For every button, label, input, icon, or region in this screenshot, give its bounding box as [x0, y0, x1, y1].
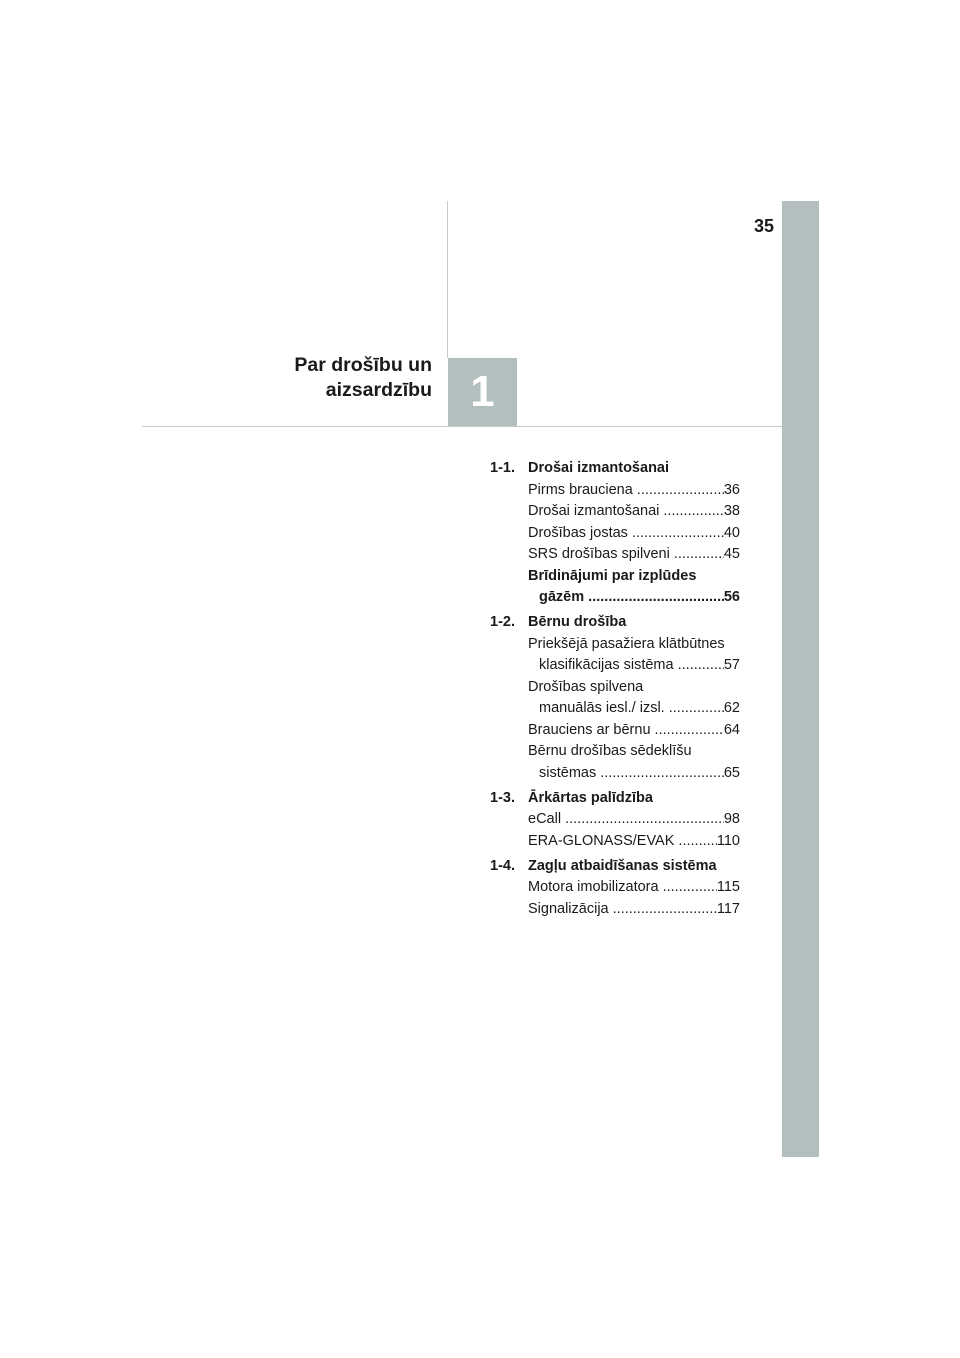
toc-entry[interactable]: [528, 501, 740, 523]
toc-entry-label: [528, 523, 740, 545]
toc-leader-dots: [600, 763, 724, 785]
toc-entry-line1: Signalizācija: [528, 900, 609, 917]
toc-entry[interactable]: [528, 720, 740, 742]
toc-leader-dots: [588, 587, 724, 609]
toc-entry-line1: Pirms brauciena: [528, 481, 633, 498]
chapter-side-tab: [782, 201, 819, 1157]
toc-entry[interactable]: [528, 809, 740, 831]
toc-entry-page: 56: [723, 589, 740, 605]
toc-leader-dots: [632, 523, 724, 545]
toc-section-title[interactable]: Ārkārtas palīdzība: [528, 789, 653, 806]
chapter-title: [180, 353, 432, 403]
toc-section-number: 1-3.: [490, 789, 515, 806]
toc-entry-line1: eCall: [528, 811, 562, 827]
chapter-number-box: 1: [448, 358, 517, 426]
toc-entry[interactable]: [528, 523, 740, 545]
chapter-title-line1: Par drošību un: [294, 354, 432, 376]
toc-section-number: 1-2.: [490, 614, 515, 630]
toc-entry-label: [528, 677, 740, 720]
toc-entry-label: [528, 809, 740, 831]
toc-leader-dots: [663, 877, 717, 899]
toc-entry-label: [528, 899, 740, 921]
toc-entry-label: [528, 634, 740, 677]
toc-entry-line1: Brīdinājumi par izplūdes: [528, 567, 697, 584]
toc-section-number: 1-4.: [490, 857, 515, 874]
toc-leader-dots: [565, 809, 724, 831]
toc-entry-page: 65: [723, 764, 740, 781]
toc-entry-line1: SRS drošības spilveni: [528, 546, 670, 562]
toc-section: [490, 856, 740, 878]
toc-entry-line1: Drošības spilvena: [528, 678, 644, 695]
toc-entry-label: [528, 720, 740, 742]
toc-section-title[interactable]: Drošai izmantošanai: [528, 460, 670, 476]
toc-entry-label: [528, 877, 740, 899]
toc-section-number: 1-1.: [490, 460, 515, 476]
toc-entry-label: [528, 566, 740, 609]
toc-section: [490, 458, 740, 480]
toc-section-title[interactable]: Bērnu drošība: [528, 614, 627, 630]
toc-entry-line2: manuālās iesl./ izsl.: [539, 700, 665, 716]
toc-leader-dots: [674, 544, 724, 566]
page-number: 35: [753, 216, 774, 236]
toc-entry[interactable]: [528, 899, 740, 921]
toc-leader-dots: [678, 655, 724, 677]
horizontal-divider: [142, 426, 782, 427]
toc-entry-label: [528, 544, 740, 566]
toc-leader-dots: [669, 698, 724, 720]
toc-entry-page: 38: [723, 503, 740, 519]
toc-section: [490, 612, 740, 634]
toc-entry[interactable]: [528, 831, 740, 853]
toc-entry-line2: klasifikācijas sistēma: [539, 657, 674, 673]
toc-section: [490, 788, 740, 810]
table-of-contents: [490, 458, 740, 920]
toc-section-title[interactable]: Zagļu atbaidīšanas sistēma: [528, 857, 717, 874]
toc-entry-line1: Priekšējā pasažiera klātbūtnes: [528, 635, 725, 652]
toc-leader-dots: [678, 831, 716, 853]
toc-entry-line1: Motora imobilizatora: [528, 879, 659, 895]
toc-entry-label: [528, 501, 740, 523]
toc-entry-page: 57: [723, 657, 740, 673]
toc-entry-page: 115: [716, 879, 740, 895]
toc-entry-page: 117: [716, 900, 740, 917]
toc-entry-page: 64: [723, 721, 740, 738]
toc-leader-dots: [613, 899, 717, 921]
toc-entry-label: [528, 831, 740, 853]
toc-entry[interactable]: [528, 566, 740, 609]
toc-entry-line1: Brauciens ar bērnu: [528, 721, 651, 738]
toc-entry-line1: ERA-GLONASS/EVAK: [528, 832, 675, 849]
toc-entry-line2: gāzēm: [539, 589, 585, 605]
toc-entry-page: 36: [723, 481, 740, 498]
toc-entry-page: 98: [723, 811, 740, 827]
toc-leader-dots: [655, 720, 724, 742]
toc-entry[interactable]: [528, 741, 740, 784]
vertical-divider: [447, 201, 448, 358]
toc-entry-page: 45: [723, 546, 740, 562]
toc-leader-dots: [663, 501, 723, 523]
toc-entry[interactable]: [528, 480, 740, 502]
toc-entry[interactable]: [528, 677, 740, 720]
toc-entry[interactable]: [528, 544, 740, 566]
chapter-title-line2: aizsardzību: [325, 379, 432, 401]
toc-entry-label: [528, 741, 740, 784]
toc-entry[interactable]: [528, 877, 740, 899]
toc-entry-line1: Bērnu drošības sēdeklīšu: [528, 743, 692, 759]
toc-entry-line1: Drošības jostas: [528, 524, 628, 541]
toc-entry-line1: Drošai izmantošanai: [528, 503, 660, 519]
toc-entry[interactable]: [528, 634, 740, 677]
toc-entry-label: [528, 480, 740, 502]
toc-entry-page: 62: [723, 700, 740, 716]
toc-entry-line2: sistēmas: [539, 764, 597, 781]
toc-leader-dots: [637, 480, 724, 502]
toc-entry-page: 110: [716, 832, 740, 849]
toc-entry-page: 40: [723, 524, 740, 541]
